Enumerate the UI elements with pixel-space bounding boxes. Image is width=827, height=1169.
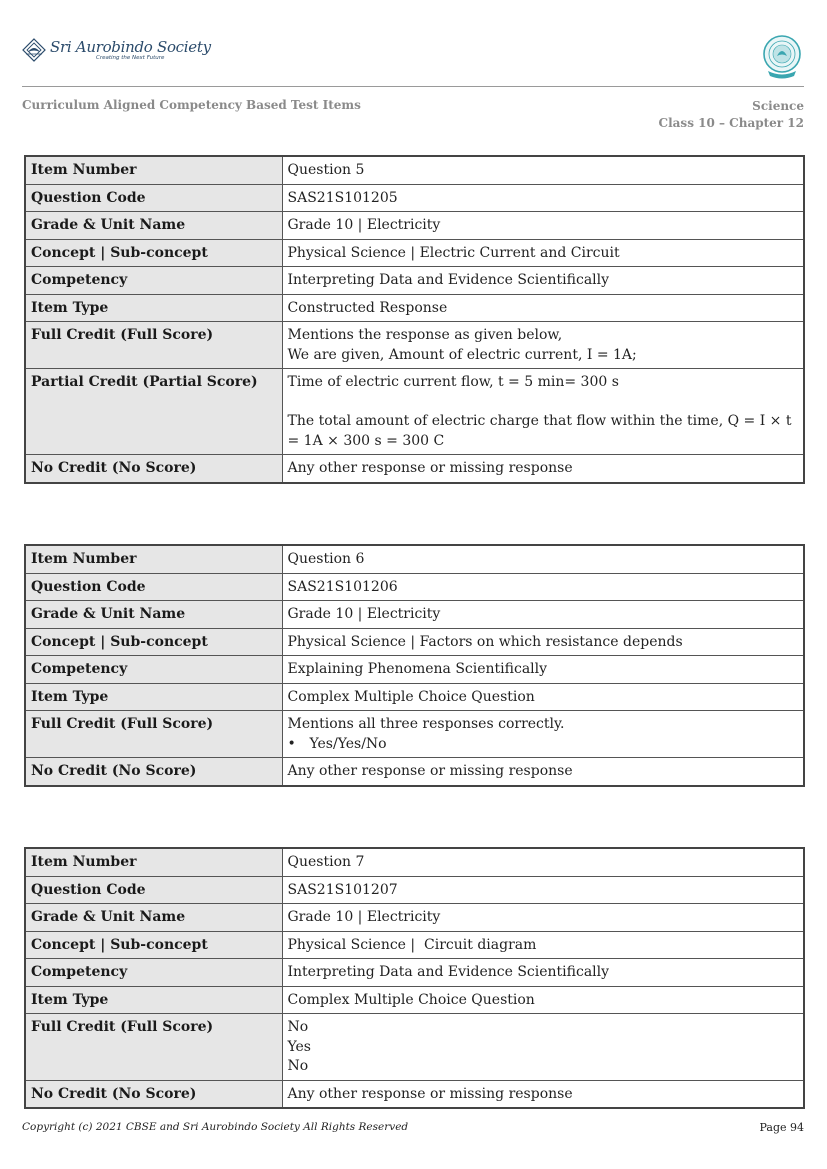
page-number: Page 94	[759, 1121, 804, 1134]
subject-label: Science	[752, 99, 804, 113]
header-rule	[22, 86, 804, 87]
grade-unit-value: Grade 10 | Electricity	[282, 601, 804, 629]
table-row	[25, 545, 804, 573]
no-credit-value: Any other response or missing response	[282, 1080, 804, 1108]
competency-value: Explaining Phenomena Scientifically	[282, 656, 804, 684]
concept-label: Concept | Sub-concept	[25, 628, 282, 656]
table-row	[25, 156, 804, 184]
item-number-value: Question 7	[282, 848, 804, 876]
question-code-label: Question Code	[25, 184, 282, 212]
lotus-emblem-icon	[22, 38, 46, 62]
question-code-value: SAS21S101206	[282, 573, 804, 601]
table-row	[25, 267, 804, 295]
full-credit-line: Yes	[287, 1038, 311, 1055]
item-type-label: Item Type	[25, 294, 282, 322]
item-type-value: Complex Multiple Choice Question	[282, 683, 804, 711]
table-row	[25, 212, 804, 240]
table-row	[25, 683, 804, 711]
table-row	[25, 711, 804, 758]
full-credit-value	[282, 711, 804, 758]
question-code-label: Question Code	[25, 573, 282, 601]
full-credit-line: No	[287, 1019, 309, 1035]
grade-unit-label: Grade & Unit Name	[25, 212, 282, 240]
full-credit-line: Mentions the response as given below,	[287, 327, 563, 343]
full-credit-bullet: • Yes/Yes/No	[288, 735, 800, 755]
no-credit-label: No Credit (No Score)	[25, 455, 282, 483]
page-header	[22, 36, 804, 86]
table-row	[25, 239, 804, 267]
grade-unit-value: Grade 10 | Electricity	[282, 904, 804, 932]
competency-label: Competency	[25, 267, 282, 295]
table-row	[25, 931, 804, 959]
partial-credit-line: Time of electric current flow, t = 5 min= 300 s	[287, 374, 619, 390]
item-type-label: Item Type	[25, 683, 282, 711]
concept-value: Physical Science | Circuit diagram	[282, 931, 804, 959]
logo-tagline: Creating the Next Future	[96, 54, 165, 61]
grade-unit-value: Grade 10 | Electricity	[282, 212, 804, 240]
item-type-label: Item Type	[25, 986, 282, 1014]
concept-label: Concept | Sub-concept	[25, 239, 282, 267]
item-number-value: Question 5	[282, 156, 804, 184]
full-credit-label: Full Credit (Full Score)	[25, 1014, 282, 1081]
no-credit-label: No Credit (No Score)	[25, 758, 282, 786]
table-row	[25, 758, 804, 786]
cbse-seal-icon	[760, 34, 804, 80]
table-row	[25, 986, 804, 1014]
competency-value: Interpreting Data and Evidence Scientifically	[282, 267, 804, 295]
competency-label: Competency	[25, 656, 282, 684]
question-7-table	[24, 847, 805, 1109]
competency-value: Interpreting Data and Evidence Scientifically	[282, 959, 804, 987]
partial-credit-line: The total amount of electric charge that flow within the time, Q = I × t = 1A × 300 s = 300 C	[287, 413, 792, 449]
concept-value: Physical Science | Factors on which resistance depends	[282, 628, 804, 656]
table-row	[25, 573, 804, 601]
table-row	[25, 184, 804, 212]
table-row	[25, 959, 804, 987]
question-6-table	[24, 544, 805, 787]
no-credit-value: Any other response or missing response	[282, 758, 804, 786]
table-row	[25, 1014, 804, 1081]
table-row	[25, 369, 804, 455]
item-number-value: Question 6	[282, 545, 804, 573]
concept-value: Physical Science | Electric Current and Circuit	[282, 239, 804, 267]
full-credit-label: Full Credit (Full Score)	[25, 322, 282, 369]
grade-unit-label: Grade & Unit Name	[25, 904, 282, 932]
table-row	[25, 322, 804, 369]
item-number-label: Item Number	[25, 156, 282, 184]
concept-label: Concept | Sub-concept	[25, 931, 282, 959]
class-chapter-label: Class 10 – Chapter 12	[658, 116, 804, 130]
full-credit-line: We are given, Amount of electric current, I = 1A;	[287, 346, 637, 363]
no-credit-value: Any other response or missing response	[282, 455, 804, 483]
logo-name: Sri Aurobindo Society	[50, 37, 211, 56]
item-number-label: Item Number	[25, 545, 282, 573]
grade-unit-label: Grade & Unit Name	[25, 601, 282, 629]
question-code-label: Question Code	[25, 876, 282, 904]
full-credit-line: Mentions all three responses correctly.	[287, 716, 565, 732]
table-row	[25, 1080, 804, 1108]
document-subtitle: Curriculum Aligned Competency Based Test Items	[22, 98, 361, 112]
table-row	[25, 628, 804, 656]
full-credit-value	[282, 1014, 804, 1081]
copyright-notice: Copyright (c) 2021 CBSE and Sri Aurobindo Society All Rights Reserved	[22, 1121, 409, 1133]
table-row	[25, 656, 804, 684]
full-credit-value	[282, 322, 804, 369]
no-credit-label: No Credit (No Score)	[25, 1080, 282, 1108]
question-code-value: SAS21S101207	[282, 876, 804, 904]
partial-credit-value	[282, 369, 804, 455]
subject-info	[659, 98, 804, 132]
full-credit-label: Full Credit (Full Score)	[25, 711, 282, 758]
table-row	[25, 876, 804, 904]
table-row	[25, 904, 804, 932]
partial-credit-label: Partial Credit (Partial Score)	[25, 369, 282, 455]
table-row	[25, 848, 804, 876]
competency-label: Competency	[25, 959, 282, 987]
full-credit-line: No	[287, 1058, 309, 1074]
question-5-table	[24, 155, 805, 484]
item-type-value: Constructed Response	[282, 294, 804, 322]
sri-aurobindo-society-logo	[22, 38, 211, 62]
item-type-value: Complex Multiple Choice Question	[282, 986, 804, 1014]
question-code-value: SAS21S101205	[282, 184, 804, 212]
table-row	[25, 455, 804, 483]
spacer	[288, 393, 800, 413]
table-row	[25, 601, 804, 629]
item-number-label: Item Number	[25, 848, 282, 876]
table-row	[25, 294, 804, 322]
